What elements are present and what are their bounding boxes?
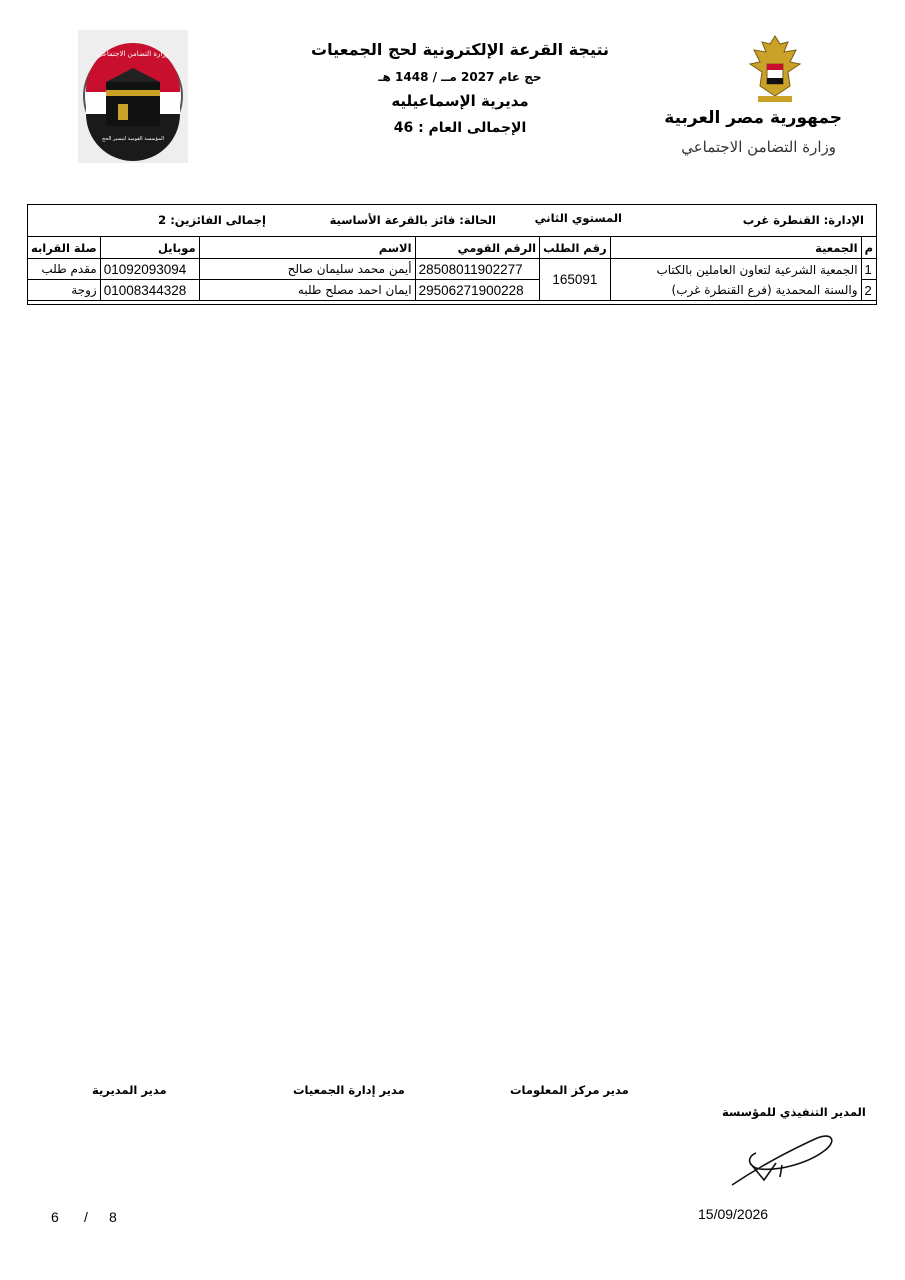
directorate-name: مديرية الإسماعيليه	[391, 92, 529, 110]
national-id-cell: 28508011902277	[415, 259, 540, 280]
signature-icon	[720, 1125, 840, 1190]
eagle-icon	[700, 30, 850, 110]
relation-cell: مقدم طلب	[28, 259, 101, 280]
ministry-logo	[664, 30, 850, 165]
relation-cell: زوجة	[28, 280, 101, 301]
level-label: المستوي الثاني	[534, 211, 622, 225]
header-index: م	[861, 237, 876, 259]
header-mobile: موبايل	[100, 237, 199, 259]
hajj-foundation-logo	[78, 30, 188, 163]
header-request-no: رقم الطلب	[540, 237, 611, 259]
association-line-1: الجمعية الشرعية لتعاون العاملين بالكتاب	[656, 262, 858, 277]
page-separator: /	[84, 1209, 88, 1225]
index-cell: 1	[861, 259, 876, 280]
table-row	[28, 259, 877, 280]
kaaba-emblem-icon	[78, 30, 188, 163]
associations-manager-label: مدير إدارة الجمعيات	[293, 1083, 405, 1097]
page-current: 6	[51, 1209, 59, 1225]
grand-total: الإجمالى العام : 46	[393, 120, 527, 136]
logo-bottom-text: المؤسسة القومية لتيسير الحج	[101, 136, 165, 142]
page-total: 8	[109, 1209, 117, 1225]
association-line-2: والسنة المحمدية (فرع القنطرة غرب)	[671, 282, 858, 297]
table-header-row	[28, 237, 877, 259]
info-center-manager-label: مدير مركز المعلومات	[510, 1083, 629, 1097]
directorate-manager-label: مدير المديرية	[92, 1083, 167, 1097]
mobile-cell: 01008344328	[100, 280, 199, 301]
executive-manager-label: المدير التنفيذي للمؤسسة	[722, 1105, 866, 1119]
request-no-cell: 165091	[540, 259, 611, 301]
ministry-name: وزارة التضامن الاجتماعي	[681, 138, 836, 156]
print-date: 15/09/2026	[698, 1206, 769, 1222]
national-id-cell: 29506271900228	[415, 280, 540, 301]
name-cell: أيمن محمد سليمان صالح	[199, 259, 415, 280]
header-association: الجمعية	[610, 237, 861, 259]
header-name: الاسم	[199, 237, 415, 259]
admin-label: الإدارة: القنطرة غرب	[742, 213, 864, 227]
hajj-year: حج عام 2027 مــ / 1448 هـ	[378, 70, 542, 84]
header-relation: صلة القرابه	[28, 237, 101, 259]
header-national-id: الرقم القومي	[415, 237, 540, 259]
winners-total: إجمالى الفائزين: 2	[158, 213, 266, 227]
mobile-cell: 01092093094	[100, 259, 199, 280]
logo-arc-text: وزارة التضامن الاجتماعي	[96, 50, 170, 58]
index-cell: 2	[861, 280, 876, 301]
status-label: الحالة: فائز بالقرعة الأساسية	[329, 213, 496, 227]
association-cell	[610, 259, 861, 301]
winners-table	[27, 236, 877, 301]
page-title: نتيجة القرعة الإلكترونية لحج الجمعيات	[310, 40, 610, 59]
country-name: جمهورية مصر العربية	[664, 108, 842, 128]
name-cell: ايمان احمد مصلح طلبه	[199, 280, 415, 301]
